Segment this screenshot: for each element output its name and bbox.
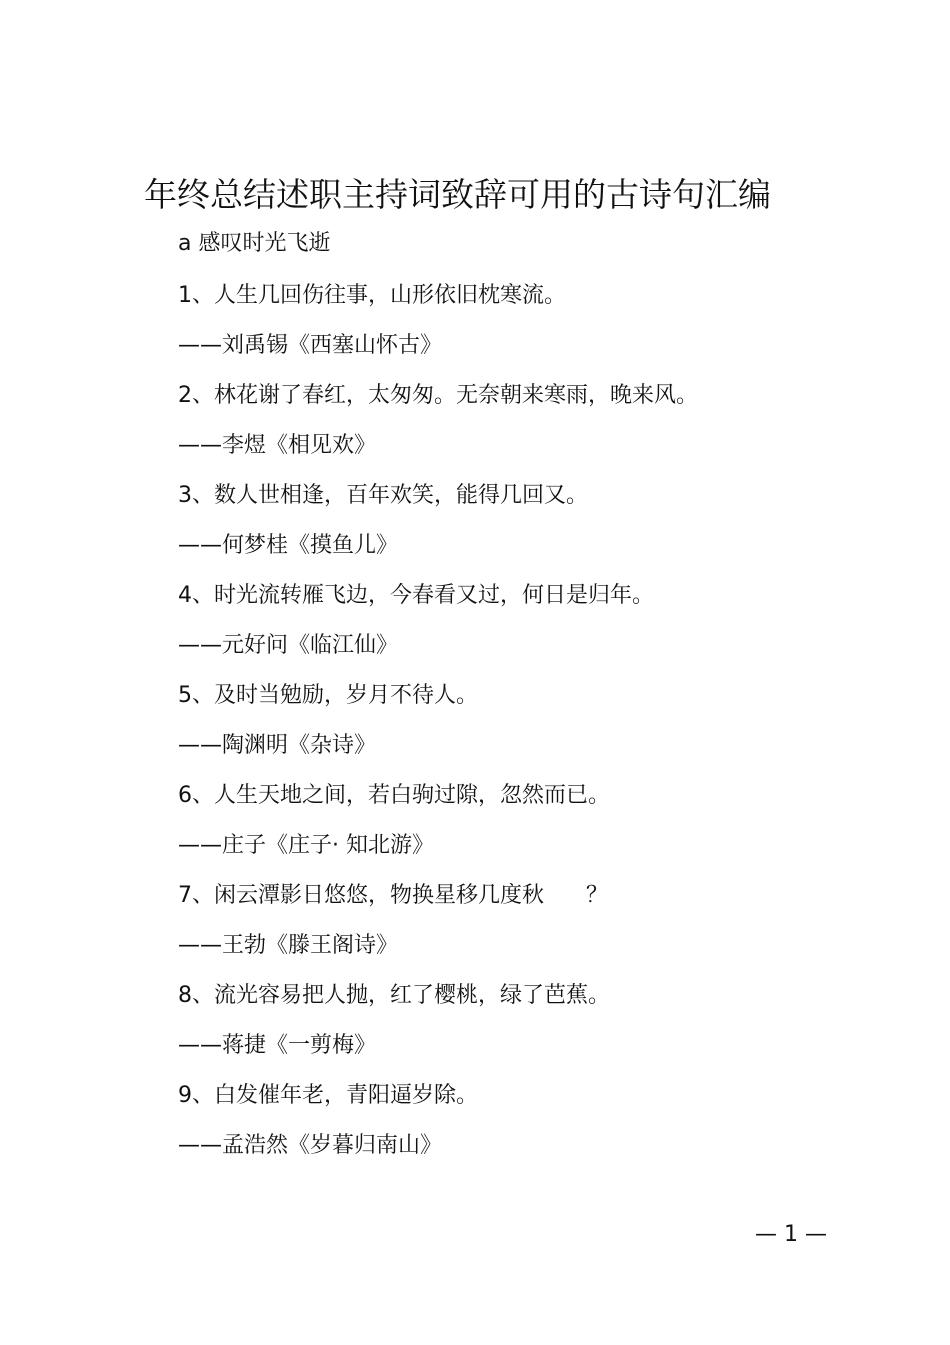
- attribution-line: ——孟浩然《岁暮归南山》: [178, 1133, 443, 1158]
- attribution-line: ——元好问《临江仙》: [178, 633, 399, 658]
- verse-line: 2、林花谢了春红，太匆匆。无奈朝来寒雨，晚来风。: [178, 383, 698, 408]
- verse-line: 3、数人世相逢，百年欢笑，能得几回又。: [178, 483, 588, 508]
- attribution-line: ——陶渊明《杂诗》: [178, 733, 377, 758]
- attribution-line: ——王勃《滕王阁诗》: [178, 933, 399, 958]
- attribution-line: ——蒋捷《一剪梅》: [178, 1033, 377, 1058]
- verse-line: 7、闲云潭影日悠悠，物换星移几度秋 ？: [178, 883, 608, 908]
- verse-line: 8、流光容易把人抛，红了樱桃，绿了芭蕉。: [178, 983, 610, 1008]
- attribution-line: ——何梦桂《摸鱼儿》: [178, 533, 399, 558]
- section-heading: a 感叹时光飞逝: [178, 231, 331, 256]
- attribution-line: ——李煜《相见欢》: [178, 433, 377, 458]
- verse-line: 5、及时当勉励，岁月不待人。: [178, 683, 478, 708]
- attribution-line: ——庄子《庄子· 知北游》: [178, 833, 434, 858]
- page-title: 年终总结述职主持词致辞可用的古诗句汇编: [144, 175, 771, 214]
- verse-line: 1、人生几回伤往事，山形依旧枕寒流。: [178, 283, 566, 308]
- verse-line: 4、时光流转雁飞边，今春看又过，何日是归年。: [178, 583, 654, 608]
- attribution-line: ——刘禹锡《西塞山怀古》: [178, 333, 443, 358]
- verse-line: 9、白发催年老，青阳逼岁除。: [178, 1083, 478, 1108]
- verse-line: 6、人生天地之间，若白驹过隙，忽然而已。: [178, 783, 610, 808]
- page-number: — 1 —: [755, 1222, 827, 1247]
